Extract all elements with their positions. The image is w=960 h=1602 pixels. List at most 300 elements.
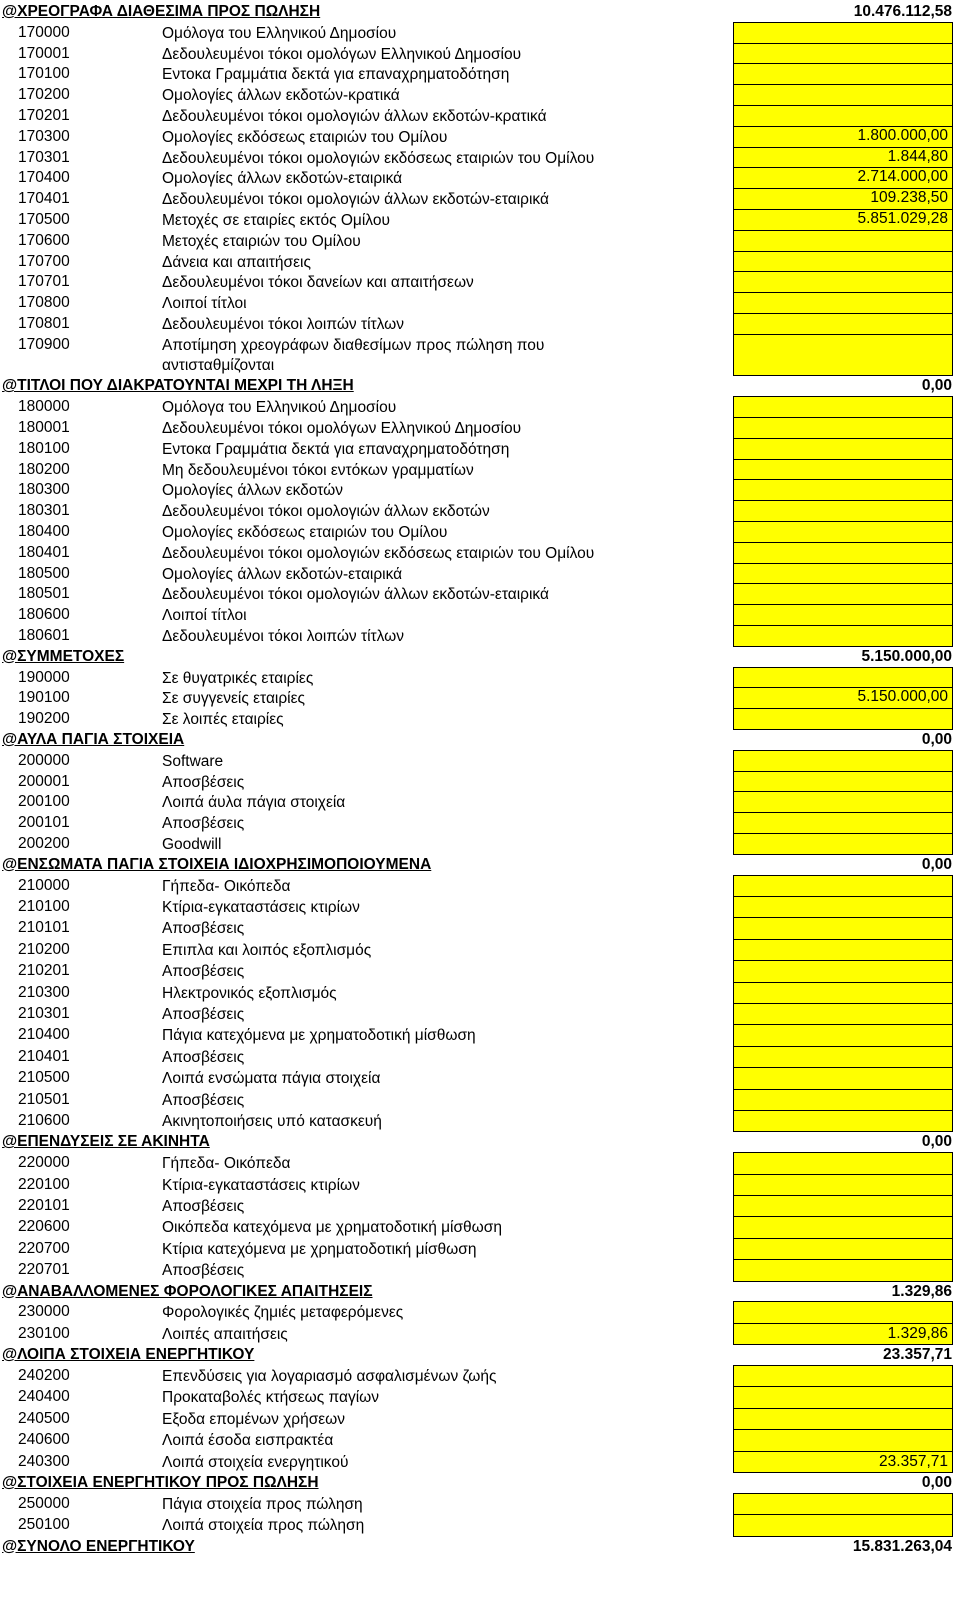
account-code: 180400 xyxy=(18,523,70,540)
section-total: 5.150.000,00 xyxy=(861,647,952,665)
account-code: 190000 xyxy=(18,668,70,686)
account-description-line: Μετοχές εταιριών του Ομίλου xyxy=(162,232,361,250)
account-row xyxy=(0,542,960,563)
account-description-line: Εξοδα επομένων χρήσεων xyxy=(162,1410,346,1428)
account-code: 170200 xyxy=(18,86,70,104)
amount-cell[interactable] xyxy=(733,1514,953,1536)
amount-cell[interactable] xyxy=(733,771,953,793)
account-row xyxy=(0,604,960,625)
account-row xyxy=(0,1514,960,1535)
account-code: 180600 xyxy=(18,606,70,624)
account-description xyxy=(162,1410,345,1430)
amount-cell[interactable] xyxy=(733,1003,953,1025)
account-description-line: Αποσβέσεις xyxy=(162,1006,245,1023)
account-code: 210100 xyxy=(18,898,70,915)
account-row xyxy=(0,396,960,417)
amount-cell[interactable] xyxy=(733,604,953,626)
account-description xyxy=(162,1240,476,1260)
account-description xyxy=(162,232,361,252)
account-description xyxy=(162,211,390,231)
account-description-line: Οικόπεδα κατεχόμενα με χρηματοδοτική μίσθωση xyxy=(162,1219,502,1237)
account-description-line: Ομολογίες άλλων εκδοτών-εταιρικά xyxy=(162,170,403,188)
account-description xyxy=(162,1218,502,1238)
account-row xyxy=(0,1429,960,1450)
account-description xyxy=(162,1197,244,1217)
account-description xyxy=(162,481,343,501)
account-code: 170700 xyxy=(18,252,70,270)
account-description xyxy=(162,627,404,647)
amount-cell[interactable] xyxy=(733,542,953,564)
section-header xyxy=(0,1,960,22)
account-code: 190200 xyxy=(18,710,70,728)
account-description xyxy=(162,898,360,918)
amount-cell[interactable] xyxy=(733,1067,953,1089)
account-description-line: Λοιποί τίτλοι xyxy=(162,607,247,625)
account-code: 210401 xyxy=(18,1047,70,1065)
account-row xyxy=(0,939,960,960)
amount-cell[interactable] xyxy=(733,708,953,730)
account-code: 180200 xyxy=(18,460,70,478)
account-code: 220700 xyxy=(18,1239,70,1257)
account-description-line: Δεδουλευμένοι τόκοι ομολογιών εκδόσεως εταιριών του Ομίλου xyxy=(162,149,595,167)
account-row xyxy=(0,708,960,729)
account-code: 180301 xyxy=(18,502,70,520)
account-description xyxy=(162,1325,288,1345)
account-description xyxy=(162,1091,244,1111)
account-code: 170300 xyxy=(18,127,70,145)
account-description xyxy=(162,253,311,273)
account-description-line: Προκαταβολές κτήσεως παγίων xyxy=(162,1389,380,1407)
account-code: 170701 xyxy=(18,273,70,291)
account-description xyxy=(162,1026,476,1046)
account-code: 210000 xyxy=(18,876,70,894)
amount-cell[interactable] xyxy=(733,521,953,543)
account-code: 210500 xyxy=(18,1069,70,1087)
account-row xyxy=(0,459,960,480)
account-description xyxy=(162,86,400,106)
amount-cell[interactable] xyxy=(733,313,953,335)
account-description-line: Λοιπά έσοδα εισπρακτέα xyxy=(162,1432,334,1450)
section-header xyxy=(0,1472,960,1493)
account-description-line: Ομόλογα του Ελληνικού Δημοσίου xyxy=(162,399,397,417)
account-description-line: Εντοκα Γραμμάτια δεκτά για επαναχρηματοδότηση xyxy=(162,66,510,84)
section-total: 0,00 xyxy=(921,855,952,873)
amount-cell[interactable] xyxy=(733,1195,953,1217)
account-row xyxy=(0,1301,960,1322)
account-code: 210400 xyxy=(18,1026,70,1044)
section-total: 0,00 xyxy=(921,1474,952,1491)
account-description-line: Δεδουλευμένοι τόκοι ομολογιών άλλων εκδοτών xyxy=(162,503,490,521)
account-row xyxy=(0,1152,960,1173)
account-code: 210201 xyxy=(18,962,70,980)
account-description-line: Αποσβέσεις xyxy=(162,773,245,791)
account-row xyxy=(0,917,960,938)
account-row xyxy=(0,1067,960,1088)
account-code: 240500 xyxy=(18,1409,70,1427)
account-row xyxy=(0,791,960,812)
account-code: 210300 xyxy=(18,983,70,1001)
account-description xyxy=(162,315,404,335)
account-code: 230000 xyxy=(18,1303,70,1321)
account-row xyxy=(0,1089,960,1110)
account-description-line: Δεδουλευμένοι τόκοι λοιπών τίτλων xyxy=(162,628,405,645)
section-total: 23.357,71 xyxy=(883,1346,952,1364)
amount-cell[interactable] xyxy=(733,750,953,772)
account-row xyxy=(0,1365,960,1386)
account-row xyxy=(0,500,960,521)
account-code: 180001 xyxy=(18,419,70,436)
account-description xyxy=(162,1367,496,1387)
account-row xyxy=(0,812,960,833)
account-code: 250000 xyxy=(18,1494,70,1512)
account-description-line: Αποσβέσεις xyxy=(162,1262,245,1280)
account-description-line: Δεδουλευμένοι τόκοι ομολογιών άλλων εκδοτών-εταιρικά xyxy=(162,191,549,209)
account-description xyxy=(162,45,521,65)
amount-cell[interactable]: 1.800.000,00 xyxy=(733,126,953,148)
account-row xyxy=(0,271,960,292)
amount-cell[interactable] xyxy=(733,917,953,939)
section-header xyxy=(0,646,960,667)
section-header xyxy=(0,854,960,875)
amount-cell[interactable] xyxy=(733,1408,953,1430)
amount-cell[interactable] xyxy=(733,251,953,273)
account-description-line: Δεδουλευμένοι τόκοι ομολογιών άλλων εκδοτών-εταιρικά xyxy=(162,586,549,604)
amount-cell[interactable] xyxy=(733,271,953,293)
account-description-line: Φορολογικές ζημιές μεταφερόμενες xyxy=(162,1304,404,1322)
amount-cell[interactable]: 2.714.000,00 xyxy=(733,167,953,189)
section-header xyxy=(0,729,960,750)
account-description-line: Αποσβέσεις xyxy=(162,815,245,833)
account-description-line: Ομολογίες άλλων εκδοτών-εταιρικά xyxy=(162,565,403,583)
account-description-line: Κτίρια κατεχόμενα με χρηματοδοτική μίσθωση xyxy=(162,1240,477,1258)
amount-cell[interactable] xyxy=(733,1174,953,1196)
account-description-line: Αποσβέσεις xyxy=(162,1198,245,1215)
account-description-line: Εντοκα Γραμμάτια δεκτά για επαναχρηματοδότηση xyxy=(162,440,510,458)
account-description xyxy=(162,1516,364,1536)
amount-cell[interactable] xyxy=(733,417,953,439)
amount-cell[interactable] xyxy=(733,833,953,855)
account-description-line: Αποσβέσεις xyxy=(162,1048,245,1066)
amount-cell[interactable] xyxy=(733,1110,953,1132)
section-header xyxy=(0,1131,960,1152)
account-description xyxy=(162,793,345,813)
account-description xyxy=(162,1112,382,1132)
account-description-line: Ομολογίες άλλων εκδοτών xyxy=(162,482,343,500)
account-code: 200100 xyxy=(18,793,70,811)
account-row xyxy=(0,230,960,251)
account-row xyxy=(0,84,960,105)
account-code: 170400 xyxy=(18,169,70,187)
account-row xyxy=(0,750,960,771)
account-row xyxy=(0,687,960,708)
account-code: 170201 xyxy=(18,107,70,124)
amount-cell[interactable] xyxy=(733,230,953,252)
amount-cell[interactable]: 109.238,50 xyxy=(733,188,953,210)
account-row xyxy=(0,313,960,334)
section-header xyxy=(0,1281,960,1302)
section-title: @ΣΤΟΙΧΕΙΑ ΕΝΕΡΓΗΤΙΚΟΥ ΠΡΟΣ ΠΩΛΗΣΗ xyxy=(2,1474,319,1491)
amount-cell[interactable] xyxy=(733,1152,953,1174)
account-code: 170600 xyxy=(18,231,70,249)
account-description xyxy=(162,1388,379,1408)
account-description xyxy=(162,919,244,939)
account-description-line: Αποσβέσεις xyxy=(162,1091,245,1109)
amount-cell[interactable] xyxy=(733,583,953,605)
account-description-line: Δεδουλευμένοι τόκοι λοιπών τίτλων xyxy=(162,316,405,333)
account-row xyxy=(0,563,960,584)
amount-cell[interactable] xyxy=(733,896,953,918)
amount-cell[interactable] xyxy=(733,1493,953,1515)
account-description-line: Λοιπές απαιτήσεις xyxy=(162,1325,288,1343)
amount-cell[interactable] xyxy=(733,1089,953,1111)
account-description-line: Λοιπά άυλα πάγια στοιχεία xyxy=(162,794,346,812)
account-description-line: Δεδουλευμένοι τόκοι ομολογιών εκδόσεως εταιριών του Ομίλου xyxy=(162,544,595,562)
account-code: 210200 xyxy=(18,940,70,958)
account-code: 240200 xyxy=(18,1367,70,1384)
amount-cell[interactable]: 1.329,86 xyxy=(733,1323,953,1345)
account-row xyxy=(0,1451,960,1472)
amount-cell[interactable] xyxy=(733,982,953,1004)
section-header xyxy=(0,1536,960,1557)
account-description-line: Λοιποί τίτλοι xyxy=(162,295,247,313)
account-description-line: Ομολογίες εκδόσεως εταιριών του Ομίλου xyxy=(162,524,448,541)
account-row xyxy=(0,625,960,646)
account-description xyxy=(162,1069,380,1089)
section-title: @ΕΠΕΝΔΥΣΕΙΣ ΣΕ ΑΚΙΝΗΤΑ xyxy=(2,1133,210,1151)
account-code: 200101 xyxy=(18,814,70,832)
account-description-line: Λοιπά ενσώματα πάγια στοιχεία xyxy=(162,1070,381,1088)
account-row xyxy=(0,1408,960,1429)
account-row xyxy=(0,833,960,854)
account-code: 180500 xyxy=(18,564,70,582)
amount-cell[interactable] xyxy=(733,1429,953,1451)
amount-cell[interactable] xyxy=(733,1238,953,1260)
account-code: 200001 xyxy=(18,772,70,790)
amount-cell[interactable] xyxy=(733,43,953,65)
account-description xyxy=(162,24,396,44)
account-code: 230100 xyxy=(18,1324,70,1342)
account-description xyxy=(162,294,247,314)
account-row xyxy=(0,896,960,917)
amount-cell[interactable] xyxy=(733,1259,953,1281)
account-description xyxy=(162,398,396,418)
section-total: 0,00 xyxy=(921,731,952,748)
account-description-line: Σε συγγενείς εταιρίες xyxy=(162,690,305,708)
section-total: 15.831.263,04 xyxy=(852,1537,952,1555)
amount-cell[interactable] xyxy=(733,812,953,834)
amount-cell[interactable] xyxy=(733,1046,953,1068)
section-total: 0,00 xyxy=(921,377,952,395)
account-description-line: Δεδουλευμένοι τόκοι ομολόγων Ελληνικού Δημοσίου xyxy=(162,420,522,437)
account-code: 190100 xyxy=(18,689,70,707)
account-description-line: Δάνεια και απαιτήσεις xyxy=(162,253,311,271)
account-description-line: Πάγια κατεχόμενα με χρηματοδοτική μίσθωση xyxy=(162,1027,476,1045)
account-code: 220100 xyxy=(18,1175,70,1193)
account-description xyxy=(162,962,244,982)
account-description xyxy=(162,877,290,897)
account-row xyxy=(0,292,960,313)
account-description-line: Δεδουλευμένοι τόκοι ομολογιών άλλων εκδοτών-κρατικά xyxy=(162,108,547,125)
account-description-line: Ηλεκτρονικός εξοπλισμός xyxy=(162,984,337,1002)
account-description xyxy=(162,1005,244,1025)
account-description xyxy=(162,752,223,772)
account-row xyxy=(0,417,960,438)
account-code: 170900 xyxy=(18,335,70,353)
account-description xyxy=(162,565,402,585)
amount-cell[interactable] xyxy=(733,1301,953,1323)
section-total: 0,00 xyxy=(921,1133,952,1151)
account-description-line: Πάγια στοιχεία προς πώληση xyxy=(162,1495,363,1513)
account-description xyxy=(162,273,474,293)
account-row xyxy=(0,43,960,64)
account-description-line: Μη δεδουλευμένοι τόκοι εντόκων γραμματίων xyxy=(162,461,474,479)
amount-cell[interactable] xyxy=(733,22,953,44)
account-code: 220600 xyxy=(18,1218,70,1236)
account-code: 170001 xyxy=(18,44,70,62)
amount-cell[interactable] xyxy=(733,1216,953,1238)
amount-cell[interactable] xyxy=(733,1024,953,1046)
account-row xyxy=(0,1238,960,1259)
account-description xyxy=(162,1176,360,1196)
account-description xyxy=(162,710,284,730)
account-code: 180300 xyxy=(18,481,70,499)
account-description xyxy=(162,544,594,564)
amount-cell[interactable] xyxy=(733,63,953,85)
account-description xyxy=(162,419,521,439)
amount-cell[interactable] xyxy=(733,875,953,897)
amount-cell[interactable] xyxy=(733,563,953,585)
account-row xyxy=(0,1110,960,1131)
amount-cell[interactable] xyxy=(733,334,953,377)
account-code: 210301 xyxy=(18,1005,70,1022)
account-row xyxy=(0,1259,960,1280)
account-code: 170301 xyxy=(18,148,70,166)
account-code: 200000 xyxy=(18,751,70,769)
section-title: @ΑΥΛΑ ΠΑΓΙΑ ΣΤΟΙΧΕΙΑ xyxy=(2,731,185,748)
account-row xyxy=(0,1386,960,1407)
amount-cell[interactable] xyxy=(733,84,953,106)
section-total: 1.329,86 xyxy=(891,1282,952,1300)
section-total: 10.476.112,58 xyxy=(853,3,952,20)
account-code: 250100 xyxy=(18,1516,70,1534)
account-description-line: Γήπεδα- Οικόπεδα xyxy=(162,1155,291,1173)
account-row xyxy=(0,521,960,542)
account-code: 180100 xyxy=(18,439,70,457)
account-code: 240400 xyxy=(18,1388,70,1406)
section-title: @ΤΙΤΛΟΙ ΠΟΥ ΔΙΑΚΡΑΤΟΥΝΤΑΙ ΜΕΧΡΙ ΤΗ ΛΗΞΗ xyxy=(2,377,354,395)
account-code: 170100 xyxy=(18,65,70,83)
account-description xyxy=(162,1303,403,1323)
account-row xyxy=(0,1046,960,1067)
account-row xyxy=(0,1493,960,1514)
account-description-line: Δεδουλευμένοι τόκοι δανείων και απαιτήσεων xyxy=(162,274,474,292)
account-row xyxy=(0,1024,960,1045)
account-description xyxy=(162,107,547,127)
account-description xyxy=(162,1048,244,1068)
amount-cell[interactable]: 5.851.029,28 xyxy=(733,209,953,231)
account-description xyxy=(162,814,244,834)
amount-cell[interactable] xyxy=(733,500,953,522)
account-code: 170000 xyxy=(18,23,70,41)
amount-cell[interactable] xyxy=(733,667,953,689)
account-row xyxy=(0,167,960,188)
account-row xyxy=(0,438,960,459)
account-code: 170800 xyxy=(18,294,70,312)
account-description-line: Ακινητοποιήσεις υπό κατασκευή xyxy=(162,1113,382,1130)
account-description xyxy=(162,128,447,148)
account-description xyxy=(162,65,509,85)
account-description xyxy=(162,606,247,626)
amount-cell[interactable]: 23.357,71 xyxy=(733,1451,953,1473)
account-description xyxy=(162,1154,290,1174)
account-code: 170401 xyxy=(18,190,70,208)
account-description xyxy=(162,149,594,169)
account-description xyxy=(162,502,490,522)
account-description-line: Μετοχές σε εταιρίες εκτός Ομίλου xyxy=(162,212,390,229)
amount-cell[interactable] xyxy=(733,459,953,481)
amount-cell[interactable] xyxy=(733,1365,953,1387)
amount-cell[interactable]: 1.844,80 xyxy=(733,147,953,169)
amount-cell[interactable] xyxy=(733,625,953,647)
account-row xyxy=(0,667,960,688)
section-title: @ΑΝΑΒΑΛΛΟΜΕΝΕΣ ΦΟΡΟΛΟΓΙΚΕΣ ΑΠΑΙΤΗΣΕΙΣ xyxy=(2,1282,373,1300)
account-code: 170500 xyxy=(18,211,70,228)
account-code: 170801 xyxy=(18,315,70,332)
account-row xyxy=(0,875,960,896)
account-description xyxy=(162,1453,348,1473)
amount-cell[interactable]: 5.150.000,00 xyxy=(733,687,953,709)
account-description-line: Ομολογίες άλλων εκδοτών-κρατικά xyxy=(162,87,400,105)
amount-cell[interactable] xyxy=(733,1386,953,1408)
amount-cell[interactable] xyxy=(733,960,953,982)
amount-cell[interactable] xyxy=(733,396,953,418)
account-description-line: Γήπεδα- Οικόπεδα xyxy=(162,877,291,895)
account-description xyxy=(162,773,244,793)
account-row xyxy=(0,251,960,272)
account-description-line: Αποσβέσεις xyxy=(162,963,245,981)
amount-cell[interactable] xyxy=(733,791,953,813)
amount-cell[interactable] xyxy=(733,105,953,127)
account-row xyxy=(0,1174,960,1195)
account-row xyxy=(0,209,960,230)
account-code: 220000 xyxy=(18,1154,70,1172)
section-header xyxy=(0,1344,960,1365)
account-row xyxy=(0,63,960,84)
account-row xyxy=(0,479,960,500)
amount-cell[interactable] xyxy=(733,438,953,460)
account-code: 210101 xyxy=(18,919,70,937)
account-row xyxy=(0,147,960,168)
account-row xyxy=(0,126,960,147)
amount-cell[interactable] xyxy=(733,292,953,314)
section-title: @ΧΡΕΟΓΡΑΦΑ ΔΙΑΘΕΣΙΜΑ ΠΡΟΣ ΠΩΛΗΣΗ xyxy=(2,3,321,20)
account-description-line: Κτίρια-εγκαταστάσεις κτιρίων xyxy=(162,899,360,916)
amount-cell[interactable] xyxy=(733,939,953,961)
account-row xyxy=(0,1216,960,1237)
section-title: @ΕΝΣΩΜΑΤΑ ΠΑΓΙΑ ΣΤΟΙΧΕΙΑ ΙΔΙΟΧΡΗΣΙΜΟΠΟΙΟΥΜΕΝΑ xyxy=(2,855,432,873)
section-title: @ΣΥΝΟΛΟ ΕΝΕΡΓΗΤΙΚΟΥ xyxy=(2,1537,195,1555)
amount-cell[interactable] xyxy=(733,479,953,501)
account-description xyxy=(162,585,549,605)
account-description xyxy=(162,835,221,855)
account-row xyxy=(0,1195,960,1216)
account-row xyxy=(0,1003,960,1024)
account-code: 180601 xyxy=(18,627,70,644)
account-description-line: Software xyxy=(162,752,224,770)
account-code: 240600 xyxy=(18,1431,70,1449)
account-description xyxy=(162,169,402,189)
account-description xyxy=(162,984,337,1004)
